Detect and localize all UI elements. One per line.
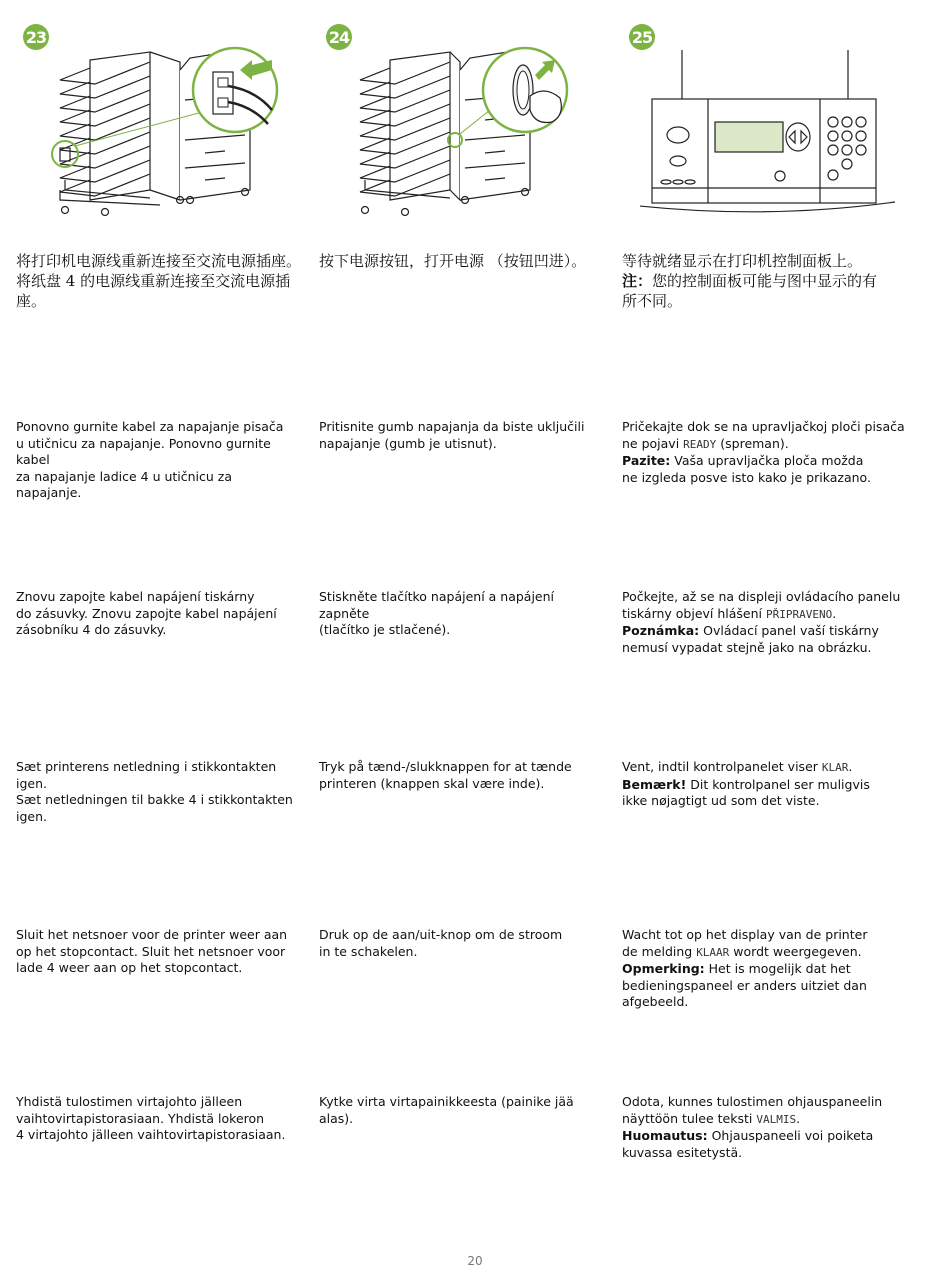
step-24-text-nl: Druk op de aan/uit-knop om de stroom in te schakelen. [319,927,563,959]
zh-note-label: 注： [622,272,653,290]
zh-note-text: 您的控制面板可能与图中显示的有所不同。 [622,272,878,310]
cs-note-label: Poznámka: [622,623,700,638]
page-number: 20 [467,1254,483,1268]
nl-note-text: Het is mogelijk dat het bedieningspaneel er anders uitziet dan afgebeeld. [622,961,867,1009]
da-note-label: Bemærk! [622,776,687,792]
sl-text-b: (spreman). [716,435,789,451]
fi-ready-code: VALMIS [756,1112,797,1126]
step-25-text-fi [622,1094,912,1161]
step-24-text-da: Tryk på tænd-/slukknappen for at tænde printeren (knappen skal være inde). [319,759,572,791]
da-text-a: Vent, indtil kontrolpanelet viser [622,759,822,774]
step-24-text-cs: Stiskněte tlačítko napájení a napájení zapněte (tlačítko je stlačené). [319,589,555,637]
printer-power-button-illustration [330,40,580,225]
nl-ready-code: KLAAR [696,945,730,959]
sl-ready-code: READY [683,437,717,451]
fi-note-label: Huomautus: [622,1128,708,1143]
step-25-text-nl [622,927,912,1011]
fi-text-a: Odota, kunnes tulostimen ohjauspaneelin näyttöön tulee teksti [622,1094,883,1126]
step-25-badge: 25 [629,24,655,50]
control-panel-illustration [640,40,900,225]
nl-text-a: Wacht tot op het display van de printer de melding [622,927,868,959]
step-25-text-da [622,759,912,810]
step-24-text-fi: Kytke virta virtapainikkeesta (painike jää alas). [319,1094,574,1126]
cs-note-text: Ovládací panel vaší tiskárny nemusí vypadat stejně jako na obrázku. [622,623,879,655]
step-23-text-zh: 将打印机电源线重新连接至交流电源插座。将纸盘 4 的电源线重新连接至交流电源插座。 [16,252,302,310]
sl-note-text: Vaša upravljačka ploča možda ne izgleda posve isto kako je prikazano. [622,453,871,485]
step-23-badge: 23 [23,24,49,50]
fi-text-b: . [796,1110,801,1126]
nl-note-label: Opmerking: [622,961,705,976]
step-24-text-zh: 按下电源按钮，打开电源 （按钮凹进）。 [319,252,587,270]
fi-note-text: Ohjauspaneeli voi poiketa kuvassa esitetystä. [622,1128,874,1160]
step-25-text-zh [622,251,892,311]
step-23-text-cs: Znovu zapojte kabel napájení tiskárny do zásuvky. Znovu zapojte kabel napájení zásobníku 4 do zásuvky. [16,589,277,637]
zh-note [622,271,892,311]
da-note-text: Dit kontrolpanel ser muligvis ikke nøjagtigt ud som det viste. [622,776,870,808]
sl-note-label: Pazite: [622,453,671,468]
printer-power-cord-illustration [40,40,290,225]
da-ready-code: KLAR [821,761,849,774]
step-25-text-sl [622,419,912,486]
da-text-b: . [848,759,853,774]
step-25-text-cs [622,589,912,656]
zh-instruction: 等待就绪显示在打印机控制面板上。 [622,252,863,270]
step-23-text-da: Sæt printerens netledning i stikkontakten igen. Sæt netledningen til bakke 4 i stikkontakten igen. [16,759,293,824]
cs-text-b: . [832,605,837,621]
step-24-badge: 24 [326,24,352,50]
sl-text-a: Pričekajte dok se na upravljačkoj ploči pisača ne pojavi [622,419,905,451]
step-23-text-fi: Yhdistä tulostimen virtajohto jälleen vaihtovirtapistorasiaan. Yhdistä lokeron 4 virtajohto jälleen vaihtovirtapistorasiaan. [16,1094,286,1142]
step-23-text-sl: Ponovno gurnite kabel za napajanje pisača u utičnicu za napajanje. Ponovno gurnite kabel za napajanje ladice 4 u utičnicu za napajanje. [16,419,284,500]
cs-ready-code: PŘIPRAVENO [766,607,833,621]
nl-text-b: wordt weergegeven. [729,943,862,959]
step-24-text-sl: Pritisnite gumb napajanja da biste uključili napajanje (gumb je utisnut). [319,419,585,451]
cs-text-a: Počkejte, až se na displeji ovládacího panelu tiskárny objeví hlášení [622,589,901,621]
step-23-text-nl: Sluit het netsnoer voor de printer weer aan op het stopcontact. Sluit het netsnoer voor lade 4 weer aan op het stopcontact. [16,927,288,975]
